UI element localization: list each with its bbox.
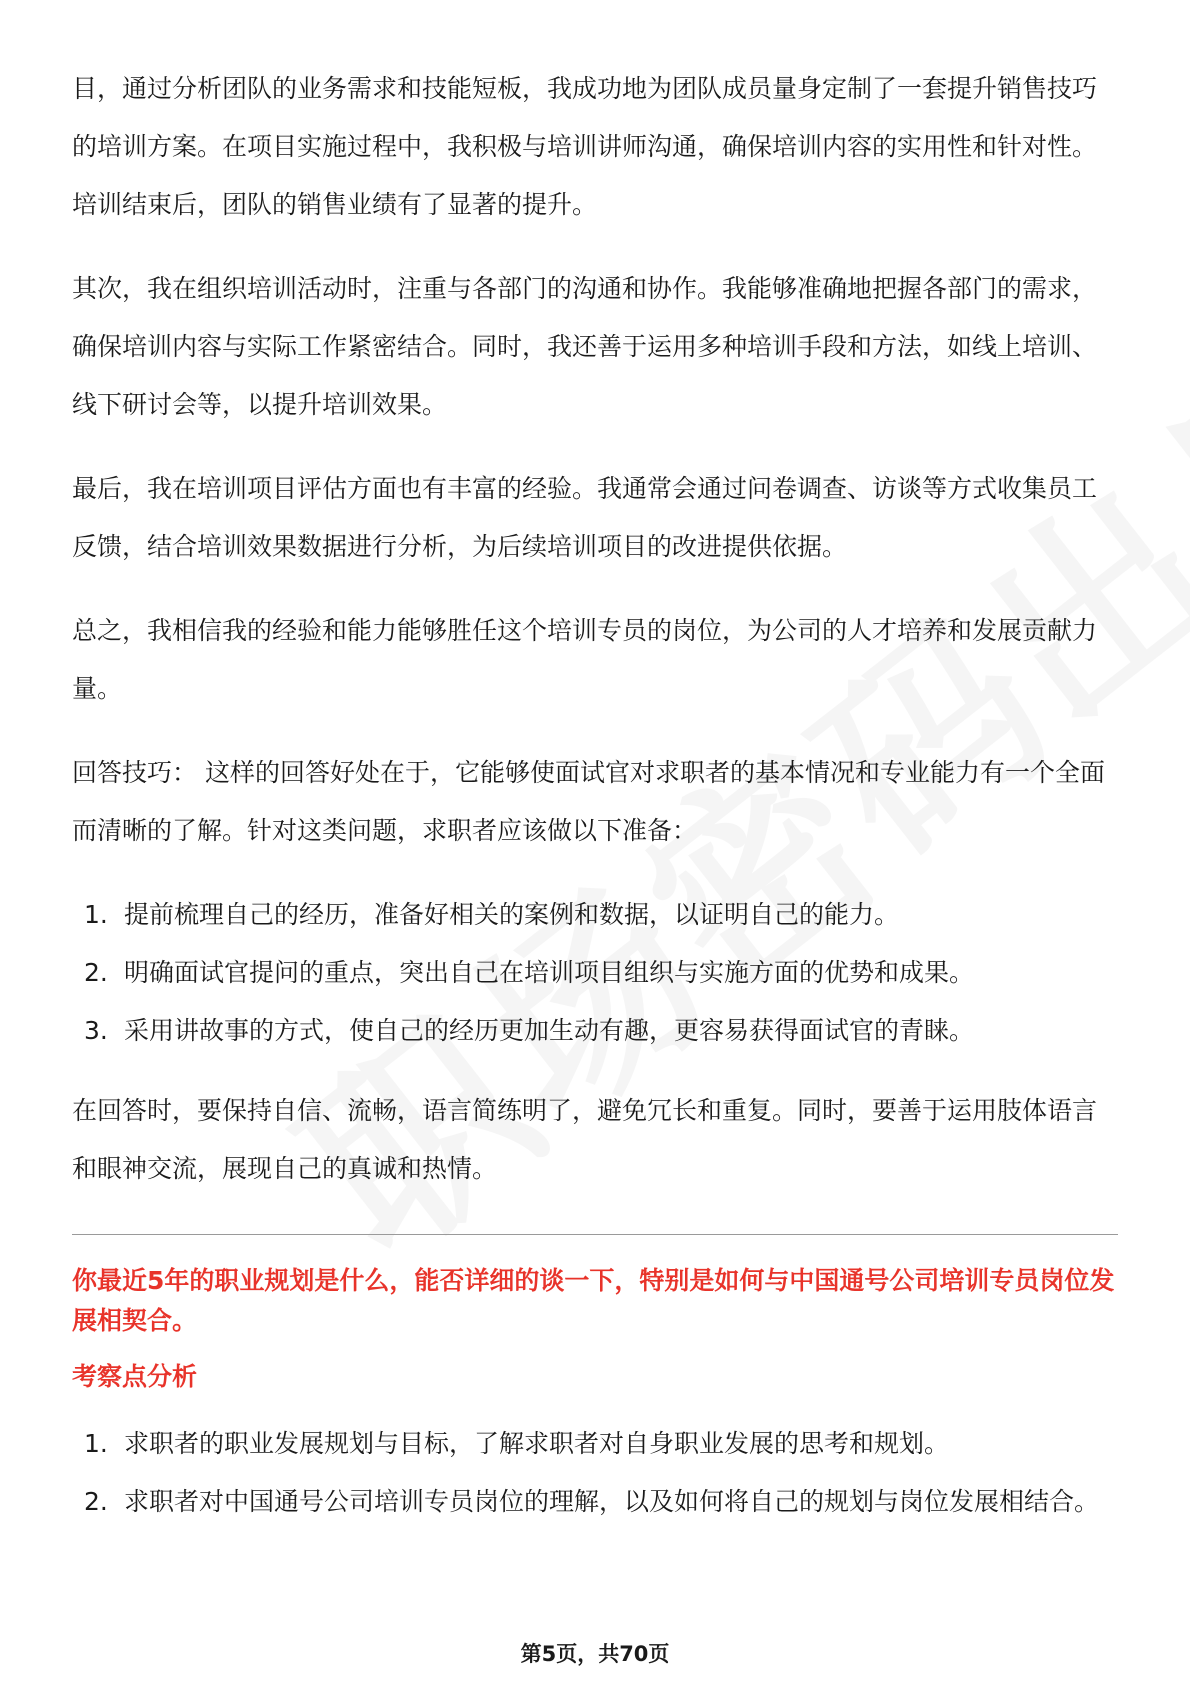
- list-item: [72, 1415, 1118, 1473]
- paragraph-2: 其次，我在组织培训活动时，注重与各部门的沟通和协作。我能够准确地把握各部门的需求，确保培训内容与实际工作紧密结合。同时，我还善于运用多种培训手段和方法，如线上培训、线下研讨会等，以提升培训效果。: [72, 274, 1098, 419]
- paragraph-1: 目，通过分析团队的业务需求和技能短板，我成功地为团队成员量身定制了一套提升销售技巧的培训方案。在项目实施过程中，我积极与培训讲师沟通，确保培训内容的实用性和针对性。培训结束后，团队的销售业绩有了显著的提升。: [72, 74, 1098, 219]
- list-number: 2.: [84, 958, 108, 987]
- page-content: [72, 60, 1118, 1553]
- section-divider: [72, 1234, 1118, 1235]
- interview-question: 你最近5年的职业规划是什么，能否详细的谈一下，特别是如何与中国通号公司培训专员岗位发展相契合。: [72, 1266, 1115, 1335]
- list-item: [72, 1002, 1118, 1060]
- list-item: [72, 1473, 1118, 1531]
- list-number: 1.: [84, 900, 108, 929]
- list-item: [72, 944, 1118, 1002]
- list-text: 明确面试官提问的重点，突出自己在培训项目组织与实施方面的优势和成果。: [124, 958, 975, 987]
- list-number: 1.: [84, 1429, 108, 1458]
- closing-paragraph: 在回答时，要保持自信、流畅，语言简练明了，避免冗长和重复。同时，要善于运用肢体语言和眼神交流，展现自己的真诚和热情。: [72, 1096, 1098, 1183]
- list-text: 求职者的职业发展规划与目标，了解求职者对自身职业发展的思考和规划。: [124, 1429, 950, 1458]
- list-item: [72, 886, 1118, 944]
- list-text: 提前梳理自己的经历，准备好相关的案例和数据，以证明自己的能力。: [124, 900, 900, 929]
- analysis-list: [72, 1415, 1118, 1531]
- answer-tips-intro: 回答技巧： 这样的回答好处在于，它能够使面试官对求职者的基本情况和专业能力有一个全面而清晰的了解。针对这类问题，求职者应该做以下准备：: [72, 758, 1105, 845]
- list-text: 采用讲故事的方式，使自己的经历更加生动有趣，更容易获得面试官的青睐。: [124, 1016, 975, 1045]
- paragraph-3: 最后，我在培训项目评估方面也有丰富的经验。我通常会通过问卷调查、访谈等方式收集员工反馈，结合培训效果数据进行分析，为后续培训项目的改进提供依据。: [72, 474, 1098, 561]
- analysis-heading: 考察点分析: [72, 1362, 198, 1391]
- list-text: 求职者对中国通号公司培训专员岗位的理解，以及如何将自己的规划与岗位发展相结合。: [124, 1487, 1100, 1516]
- tips-list: [72, 886, 1118, 1060]
- list-number: 3.: [84, 1016, 108, 1045]
- page-footer: 第5页，共70页: [520, 1642, 670, 1666]
- paragraph-4: 总之，我相信我的经验和能力能够胜任这个培训专员的岗位，为公司的人才培养和发展贡献力量。: [72, 616, 1098, 703]
- list-number: 2.: [84, 1487, 108, 1516]
